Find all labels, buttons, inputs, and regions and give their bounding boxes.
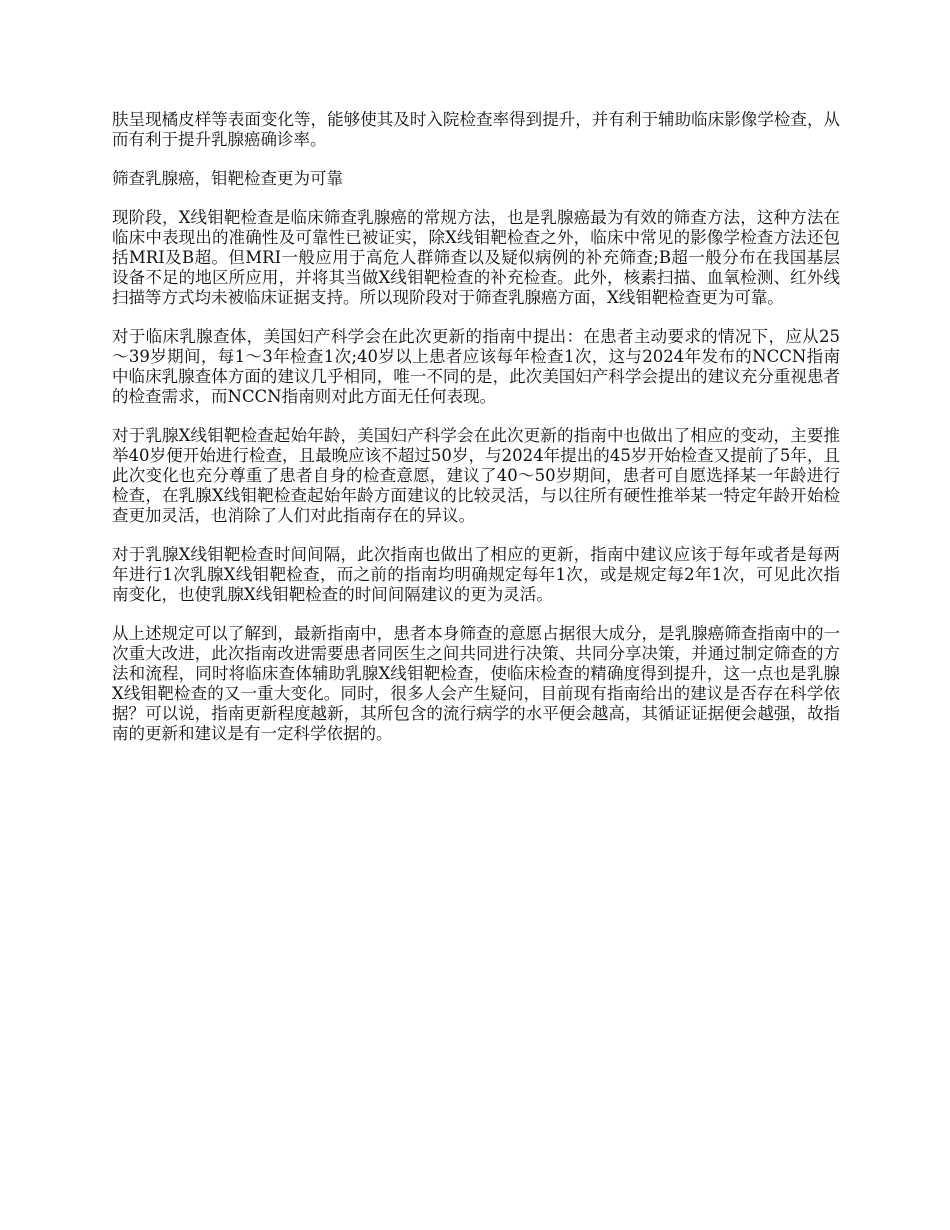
paragraph-clinical-exam: 对于临床乳腺查体，美国妇产科学会在此次更新的指南中提出：在患者主动要求的情况下，应从25～39岁期间，每1～3年检查1次;40岁以上患者应该每年检查1次，这与2024年发布的NCCN指南中临床乳腺查体方面的建议几乎相同，唯一不同的是，此次美国妇产科学会提出的建议充分重视患者的检查需求，而NCCN指南则对此方面无任何表现。 <box>112 327 840 406</box>
section-heading: 筛查乳腺癌，钼靶检查更为可靠 <box>112 169 343 188</box>
paragraph-start-age: 对于乳腺X线钼靶检查起始年龄，美国妇产科学会在此次更新的指南中也做出了相应的变动，主要推举40岁便开始进行检查，且最晚应该不超过50岁，与2024年提出的45岁开始检查又提前了5年，且此次变化也充分尊重了患者自身的检查意愿，建议了40～50岁期间，患者可自愿选择某一年龄进行检查，在乳腺X线钼靶检查起始年龄方面建议的比较灵活，与以往所有硬性推举某一特定年龄开始检查更加灵活，也消除了人们对此指南存在的异议。 <box>112 426 840 525</box>
document-body <box>112 110 840 763</box>
paragraph-conclusion: 从上述规定可以了解到，最新指南中，患者本身筛查的意愿占据很大成分，是乳腺癌筛查指南中的一次重大改进，此次指南改进需要患者同医生之间共同进行决策、共同分享决策，并通过制定筛查的方法和流程，同时将临床查体辅助乳腺X线钼靶检查，使临床检查的精确度得到提升，这一点也是乳腺X线钼靶检查的又一重大变化。同时，很多人会产生疑问，目前现有指南给出的建议是否存在科学依据？可以说，指南更新程度越新，其所包含的流行病学的水平便会越高，其循证证据便会越强，故指南的更新和建议是有一定科学依据的。 <box>112 624 840 743</box>
paragraph-mammography-reliability: 现阶段，X线钼靶检查是临床筛查乳腺癌的常规方法，也是乳腺癌最为有效的筛查方法，这种方法在临床中表现出的准确性及可靠性已被证实，除X线钼靶检查之外，临床中常见的影像学检查方法还包括MRI及B超。但MRI一般应用于高危人群筛查以及疑似病例的补充筛查;B超一般分布在我国基层设备不足的地区所应用，并将其当做X线钼靶检查的补充检查。此外，核素扫描、血氧检测、红外线扫描等方式均未被临床证据支持。所以现阶段对于筛查乳腺癌方面，X线钼靶检查更为可靠。 <box>112 208 840 307</box>
paragraph-intro: 肤呈现橘皮样等表面变化等，能够使其及时入院检查率得到提升，并有利于辅助临床影像学检查，从而有利于提升乳腺癌确诊率。 <box>112 110 840 149</box>
paragraph-interval: 对于乳腺X线钼靶检查时间间隔，此次指南也做出了相应的更新，指南中建议应该于每年或者是每两年进行1次乳腺X线钼靶检查，而之前的指南均明确规定每年1次，或是规定每2年1次，可见此次指南变化，也使乳腺X线钼靶检查的时间间隔建议的更为灵活。 <box>112 545 840 604</box>
